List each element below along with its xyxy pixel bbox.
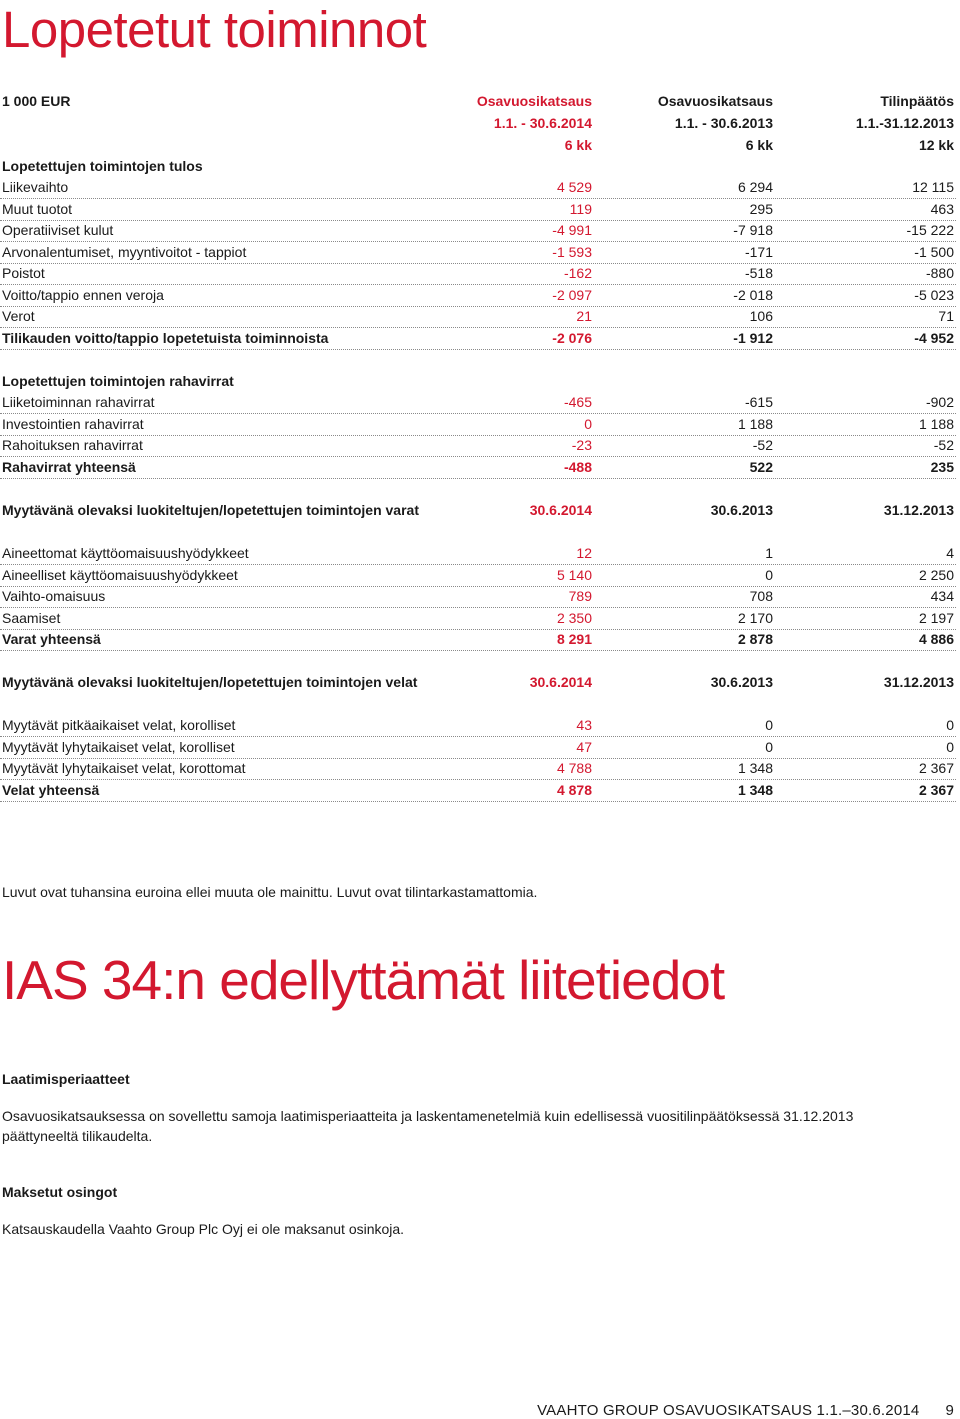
table-row: Liikevaihto 4 529 6 294 12 115 (0, 177, 956, 199)
section-heading-cashflows: Lopetettujen toimintojen rahavirrat (2, 373, 234, 389)
section-heading-results: Lopetettujen toimintojen tulos (2, 158, 203, 174)
col3-header-title: Tilinpäätös (880, 93, 954, 109)
col3-header-length: 12 kk (918, 137, 954, 153)
col1-header-length: 6 kk (564, 137, 592, 153)
footer-text: VAAHTO GROUP OSAVUOSIKATSAUS 1.1.–30.6.2014 (537, 1402, 920, 1419)
table-row: Muut tuotot 119 295 463 (0, 199, 956, 221)
table-row: Voitto/tappio ennen veroja -2 097 -2 018 -5 023 (0, 285, 956, 307)
col2-header-length: 6 kk (745, 137, 773, 153)
col2-header-period: 1.1. - 30.6.2013 (674, 115, 773, 131)
table-row: Saamiset 2 350 2 170 2 197 (0, 608, 956, 630)
total-row-cashflows: Rahavirrat yhteensä -488 522 235 (0, 457, 956, 479)
table-row: Arvonalentumiset, myyntivoitot - tappiot -1 593 -171 -1 500 (0, 242, 956, 264)
total-row-liabilities: Velat yhteensä 4 878 1 348 2 367 (0, 780, 956, 802)
unit-label: 1 000 EUR (2, 93, 71, 109)
page-number: 9 (945, 1402, 954, 1419)
table-row: Vaihto-omaisuus 789 708 434 (0, 586, 956, 608)
total-row-results: Tilikauden voitto/tappio lopetetuista toiminnoista -2 076 -1 912 -4 952 (0, 328, 956, 350)
table-row: Operatiiviset kulut -4 991 -7 918 -15 222 (0, 220, 956, 242)
section-heading-liabilities: Myytävänä olevaksi luokiteltujen/lopetettujen toimintojen velat 30.6.2014 30.6.2013 31.12.2013 (2, 674, 954, 690)
table-note: Luvut ovat tuhansina euroina ellei muuta ole mainittu. Luvut ovat tilintarkastamattomia. (2, 884, 538, 900)
table-row: Verot 21 106 71 (0, 306, 956, 328)
table-row: Liiketoiminnan rahavirrat -465 -615 -902 (0, 392, 956, 414)
table-row: Aineettomat käyttöomaisuushyödykkeet 12 1 4 (0, 543, 956, 565)
policies-heading: Laatimisperiaatteet (2, 1071, 130, 1087)
dividends-text: Katsauskaudella Vaahto Group Plc Oyj ei ole maksanut osinkoja. (2, 1221, 405, 1237)
dividends-heading: Maksetut osingot (2, 1184, 118, 1200)
policies-text: Osavuosikatsauksessa on sovellettu samoja laatimisperiaatteita ja laskentamenetelmiä kuin edellisessä vuositilinpäätöksessä 31.12.2013 päättyneeltä tilikaudelta. (2, 1108, 854, 1144)
total-row-assets: Varat yhteensä 8 291 2 878 4 886 (0, 629, 956, 651)
table-row: Poistot -162 -518 -880 (0, 263, 956, 285)
column-header-row-2 (0, 113, 956, 134)
column-header-row-3 (0, 135, 956, 156)
col3-header-period: 1.1.-31.12.2013 (855, 115, 954, 131)
section-title-ias: IAS 34:n edellyttämät liitetiedot (2, 949, 725, 1011)
page-footer (537, 1402, 954, 1419)
table-row: Rahoituksen rahavirrat -23 -52 -52 (0, 435, 956, 457)
col2-header-title: Osavuosikatsaus (657, 93, 773, 109)
col1-header-title: Osavuosikatsaus (476, 93, 592, 109)
table-row: Investointien rahavirrat 0 1 188 1 188 (0, 414, 956, 436)
section-heading-assets: Myytävänä olevaksi luokiteltujen/lopetettujen toimintojen varat 30.6.2014 30.6.2013 31.12.2013 (2, 502, 954, 518)
column-header-row-1 (0, 91, 956, 112)
table-row: Aineelliset käyttöomaisuushyödykkeet 5 140 0 2 250 (0, 565, 956, 587)
table-row: Myytävät pitkäaikaiset velat, korolliset 43 0 0 (0, 715, 956, 737)
table-row: Myytävät lyhytaikaiset velat, korolliset 47 0 0 (0, 737, 956, 759)
table-row: Myytävät lyhytaikaiset velat, korottomat 4 788 1 348 2 367 (0, 758, 956, 780)
page-title: Lopetetut toiminnot (2, 1, 427, 58)
col1-header-period: 1.1. - 30.6.2014 (493, 115, 592, 131)
